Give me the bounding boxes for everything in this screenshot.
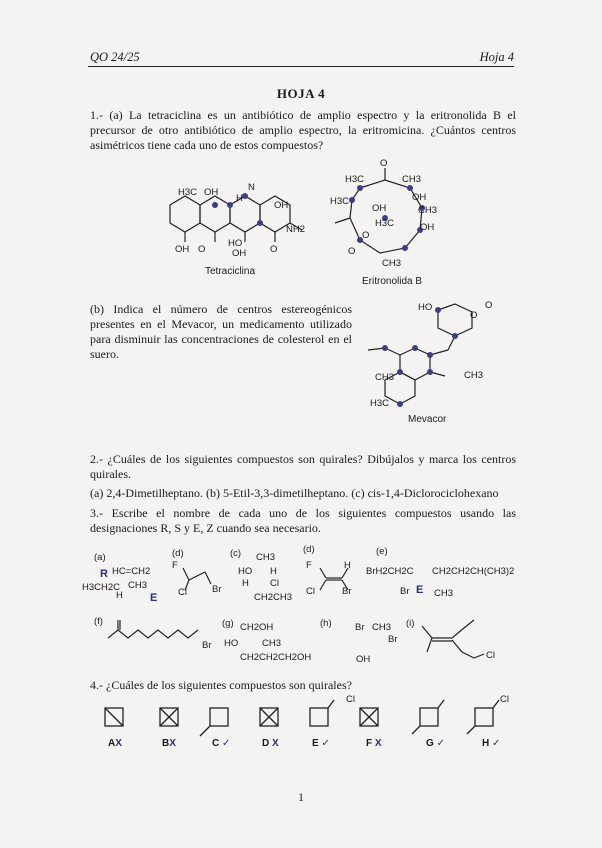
q3c-ch3: CH3 <box>256 552 276 563</box>
q3c-h1: H <box>270 566 277 577</box>
sheet-label: Hoja 4 <box>479 50 514 64</box>
q3i-tag: (i) <box>406 618 415 629</box>
q3c-tag: (c) <box>230 548 242 559</box>
q3a-l1: HC=CH2 <box>112 566 151 577</box>
q4-label-d: D X <box>262 738 279 749</box>
mev-ch3a: CH3 <box>375 372 395 383</box>
erythronolide-label: Eritronolida B <box>362 276 423 287</box>
q3f-br: Br <box>202 640 212 651</box>
eritro-ch3c: CH3 <box>382 258 402 269</box>
q4-label-f: F X <box>366 738 382 749</box>
q3e-ch3: CH3 <box>434 588 454 599</box>
q3h-oh: OH <box>356 654 371 665</box>
q3g-tag: (g) <box>222 618 234 629</box>
q3a-l2: H3CH2C <box>82 582 121 593</box>
tetra-n: N <box>248 182 255 193</box>
annotation-z: E <box>416 584 424 596</box>
question-1b-text: (b) Indica el número de centros estereogénicos presentes en el Mevacor, un medicamento utilizado para disminuir las concentraciones de colesterol en el suero. <box>90 302 352 361</box>
q4-cl-e: Cl <box>346 694 355 705</box>
q4-label-b: BX <box>162 738 176 749</box>
tetra-oh2: OH <box>274 200 289 211</box>
q3c-cl: Cl <box>270 578 279 589</box>
eritro-o2: O <box>348 246 356 257</box>
eritro-o3: O <box>380 158 388 169</box>
q3i-structure <box>412 618 492 668</box>
tetra-oh: OH <box>204 187 219 198</box>
eritro-o1: O <box>362 230 370 241</box>
q3d1-br: Br <box>212 584 222 595</box>
q3d2-f: F <box>306 560 312 571</box>
eritro-ch3a: CH3 <box>402 174 422 185</box>
q3e-br: Br <box>400 586 410 597</box>
q3h-br1: Br <box>355 622 365 633</box>
q3d2-structure <box>310 560 360 595</box>
q3a-l3: H <box>116 590 123 601</box>
q3h-br2: Br <box>388 634 398 645</box>
eritro-h3c2: H3C <box>330 196 350 207</box>
q4-cl-h: Cl <box>500 694 509 705</box>
course-code: QO 24/25 <box>90 50 140 64</box>
page-title: HOJA 4 <box>276 86 326 101</box>
q3c-h2: H <box>242 578 249 589</box>
eritro-h3c3: H3C <box>375 218 395 229</box>
tetra-o1: O <box>198 244 206 255</box>
q3g-l1: CH2OH <box>240 622 274 633</box>
q3c-ch2ch3: CH2CH3 <box>254 592 293 603</box>
question-3 <box>90 506 516 536</box>
q4-label-g: G ✓ <box>426 738 445 749</box>
q3f-tag: (f) <box>94 616 103 627</box>
eritro-oh1: OH <box>372 203 387 214</box>
annotation-e: E <box>150 592 158 604</box>
q4-label-e: E ✓ <box>312 738 330 749</box>
tetra-ho: HO <box>228 238 243 249</box>
question-4-number: 4.- <box>90 678 103 692</box>
question-4 <box>90 678 516 693</box>
q3h-ch3: CH3 <box>372 622 392 633</box>
q3e-right: CH2CH2CH(CH3)2 <box>432 566 515 577</box>
mevacor-structure <box>360 300 500 410</box>
tetra-h3c: H3C <box>178 187 198 198</box>
q4-structures <box>90 696 520 746</box>
tetra-oh3: OH <box>175 244 190 255</box>
tetra-o2: O <box>270 244 278 255</box>
q3d1-f: F <box>172 560 178 571</box>
mevacor-label: Mevacor <box>408 414 447 425</box>
q3d2-br: Br <box>342 586 352 597</box>
question-3-number: 3.- <box>90 506 103 520</box>
q3g-l3: CH3 <box>262 638 282 649</box>
q3e-left: BrH2CH2C <box>366 566 414 577</box>
question-1-text: (a) La tetraciclina es un antibiótico de amplio espectro y la eritronolida B el precursor de otro antibiótico de amplio espectro, la eritromicina. ¿Cuántos centros asimétricos tiene cada uno de estos compuestos? <box>90 108 517 152</box>
tetra-nh2: NH2 <box>286 224 306 235</box>
q3d2-tag: (d) <box>303 544 315 555</box>
tetracycline-label: Tetraciclina <box>205 266 256 277</box>
mev-h3c: H3C <box>370 398 390 409</box>
eritro-oh2: OH <box>412 192 427 203</box>
q4-label-c: C ✓ <box>212 738 231 749</box>
mev-ho: HO <box>418 302 433 313</box>
q3d1-tag: (d) <box>172 548 184 559</box>
q3g-l2: HO <box>224 638 239 649</box>
eritro-h3c1: H3C <box>345 174 365 185</box>
q3f-structure <box>100 620 210 650</box>
q4-label-a: AX <box>108 738 122 749</box>
page-number: 1 <box>298 790 304 804</box>
mev-o1: O <box>470 310 478 321</box>
question-1 <box>90 108 516 153</box>
q3d1-cl: Cl <box>178 587 187 598</box>
q3a-tag: (a) <box>94 552 106 563</box>
header-rule <box>88 66 514 67</box>
question-2-items: (a) 2,4-Dimetilheptano. (b) 5-Etil-3,3-dimetilheptano. (c) cis-1,4-Diclorociclohexano <box>90 486 499 500</box>
q3c-ho: HO <box>238 566 253 577</box>
q4-label-h: H ✓ <box>482 738 501 749</box>
q3g-l4: CH2CH2CH2OH <box>240 652 312 663</box>
tetra-oh4: OH <box>232 248 247 259</box>
q3i-cl: Cl <box>486 650 495 661</box>
eritro-ch3b: CH3 <box>418 205 438 216</box>
question-3-text: Escribe el nombre de cada uno de los siguientes compuestos usando las designaciones R, S y E, Z cuando sea necesario. <box>90 506 516 535</box>
mev-ch3b: CH3 <box>464 370 484 381</box>
mev-o2: O <box>485 300 493 311</box>
q3d2-h: H <box>344 560 351 571</box>
q3e-tag: (e) <box>376 546 388 557</box>
question-2-text: 2.- ¿Cuáles de los siguientes compuestos son quirales? Dibújalos y marca los centros quirales. <box>90 452 516 481</box>
question-4-text: ¿Cuáles de los siguientes compuestos son quirales? <box>106 678 352 692</box>
q3d2-cl: Cl <box>306 586 315 597</box>
tetra-h: H <box>236 193 243 204</box>
q3a-l4: CH3 <box>128 580 148 591</box>
q3h-tag: (h) <box>320 618 332 629</box>
question-1-number: 1.- <box>90 108 103 122</box>
annotation-r: R <box>100 568 108 580</box>
eritro-oh3: OH <box>420 222 435 233</box>
